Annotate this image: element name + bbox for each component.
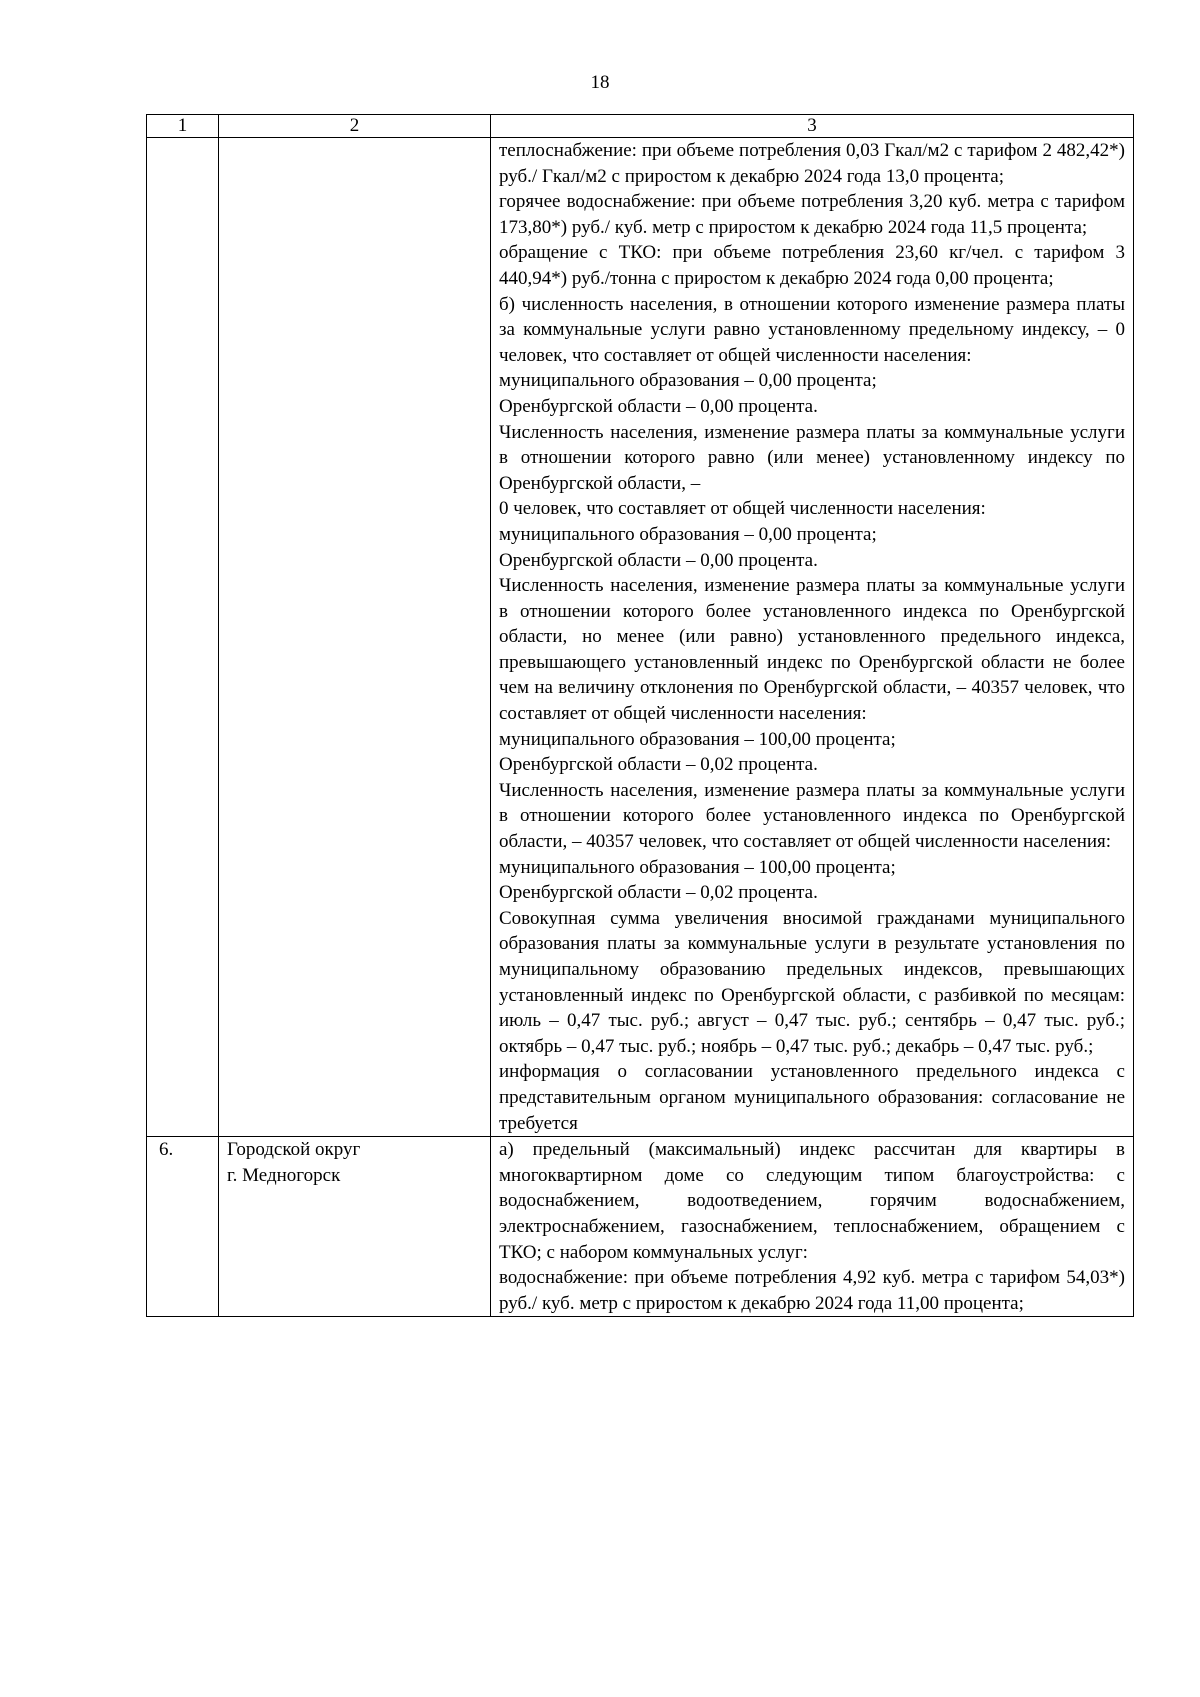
paragraph-approval-info: информация о согласовании установленного предельного индекса с представительным органом муниципального образования: согласование не требуется [499,1061,1125,1134]
index-table [146,114,1134,1317]
paragraph-region-share: Оренбургской области – 0,00 процента. [499,395,818,417]
table-row [147,1137,1134,1317]
paragraph-region-share: Оренбургской области – 0,00 процента. [499,549,818,571]
row-description [491,138,1134,1137]
paragraph-heat-supply: теплоснабжение: при объеме потребления 0,03 Гкал/м2 с тарифом 2 482,42*) руб./ Гкал/м2 с приростом к декабрю 2024 года 13,0 процента; [499,140,1125,187]
table-row [147,138,1134,1137]
municipality-name [219,138,491,1137]
paragraph-region-share: Оренбургской области – 0,02 процента. [499,882,818,904]
paragraph-waste: обращение с ТКО: при объеме потребления 23,60 кг/чел. с тарифом 3 440,94*) руб./тонна с приростом к декабрю 2024 года 0,00 процента; [499,242,1125,289]
column-header: 2 [219,115,491,138]
paragraph-hot-water: горячее водоснабжение: при объеме потребления 3,20 куб. метра с тарифом 173,80*) руб./ куб. метр с приростом к декабрю 2024 года 11,5 процента; [499,191,1125,238]
municipality-name-line: Городской округ [227,1139,361,1161]
municipality-name-line: г. Медногорск [227,1164,341,1186]
paragraph-municipal-share: муниципального образования – 100,00 процента; [499,728,896,750]
paragraph-population-equal: Численность населения, изменение размера платы за коммунальные услуги в отношении которого равно (или менее) установленному индексу по Оренбургской области, – [499,421,1125,494]
paragraph-municipal-share: муниципального образования – 0,00 процента; [499,370,877,392]
row-description [491,1137,1134,1317]
paragraph-population-count: 0 человек, что составляет от общей численности населения: [499,498,986,520]
column-header: 1 [147,115,219,138]
row-number [147,138,219,1137]
page-number: 18 [590,72,610,93]
paragraph-population-b: б) численность населения, в отношении которого изменение размера платы за коммунальные услуги равно установленному предельному индексу, – 0 человек, что составляет от общей численности населения: [499,293,1125,366]
paragraph-population-above: Численность населения, изменение размера платы за коммунальные услуги в отношении которого более установленного индекса по Оренбургской области, – 40357 человек, что составляет от общей численности населения: [499,779,1125,853]
paragraph-municipal-share: муниципального образования – 0,00 процента; [499,523,877,545]
paragraph-region-share: Оренбургской области – 0,02 процента. [499,754,818,776]
paragraph-index-calculation: а) предельный (максимальный) индекс рассчитан для квартиры в многоквартирном доме со следующим типом благоустройства: с водоснабжением, водоотведением, горячим водоснабжением, электроснабжением, газоснабжением, теплоснабжением, обращением с ТКО; с набором коммунальных услуг: [499,1139,1125,1263]
paragraph-total-increase: Совокупная сумма увеличения вносимой гражданами муниципального образования платы за коммунальные услуги в результате установления по муниципальному образованию предельных индексов, превышающих установленный индекс по Оренбургской области, с разбивкой по месяцам: июль – 0,47 тыс. руб.; август – 0,47 тыс. руб.; сентябрь – 0,47 тыс. руб.; октябрь – 0,47 тыс. руб.; ноябрь – 0,47 тыс. руб.; декабрь – 0,47 тыс. руб.; [499,907,1125,1057]
table-header-row [147,115,1134,138]
paragraph-water-supply: водоснабжение: при объеме потребления 4,92 куб. метра с тарифом 54,03*) руб./ куб. метр с приростом к декабрю 2024 года 11,00 процента; [499,1267,1125,1314]
paragraph-population-within: Численность населения, изменение размера платы за коммунальные услуги в отношении которого более установленного индекса по Оренбургской области, но менее (или равно) установленного предельного индекса, превышающего установленный индекс по Оренбургской области не более чем на величину отклонения по Оренбургской области, – 40357 человек, что составляет от общей численности населения: [499,575,1125,725]
paragraph-municipal-share: муниципального образования – 100,00 процента; [499,856,896,878]
municipality-name [219,1137,491,1317]
row-number: 6. [147,1137,219,1317]
column-header: 3 [491,115,1134,138]
